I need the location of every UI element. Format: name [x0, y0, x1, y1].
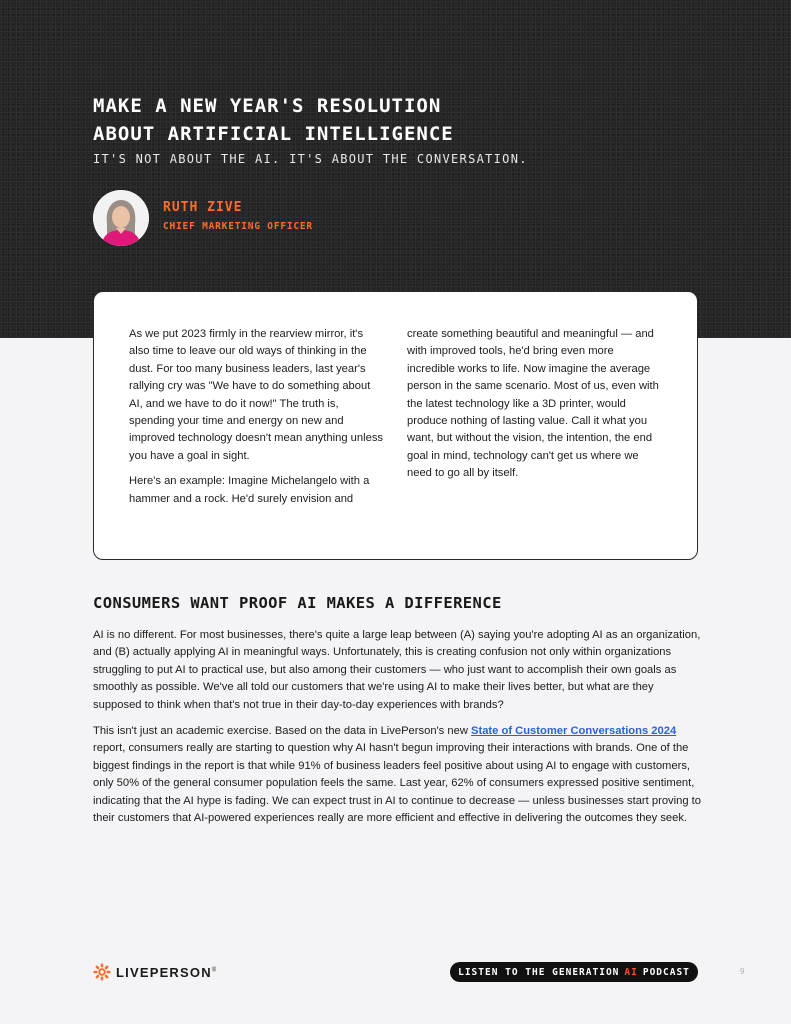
hero-banner — [0, 0, 791, 338]
page-number: 9 — [740, 967, 745, 976]
liveperson-logo[interactable] — [93, 962, 217, 982]
logo-wordmark — [116, 965, 217, 980]
title-line-1: MAKE A NEW YEAR'S RESOLUTION — [93, 95, 442, 117]
podcast-button[interactable] — [450, 962, 698, 982]
logo-registered-mark: ® — [211, 967, 218, 974]
author-avatar — [93, 190, 149, 246]
intro-column-right — [407, 326, 663, 491]
liveperson-mark-icon — [93, 963, 111, 981]
intro-paragraph-3: create something beautiful and meaningful — and with improved tools, he'd bring even more incredible works to life. Now imagine the average person in the same scenario. Most of us, even with the latest technology like a 3D printer, would produce nothing of lasting value. Call it what you want, but without the vision, the intention, the end goal in mind, technology can't get us where we need to go all by itself. — [407, 328, 659, 480]
intro-card — [93, 291, 698, 560]
page-subtitle: IT'S NOT ABOUT THE AI. IT'S ABOUT THE CONVERSATION. — [93, 152, 528, 166]
intro-paragraph-2: Here's an example: Imagine Michelangelo with a hammer and a rock. He'd surely envision and — [129, 475, 370, 505]
page-title — [93, 92, 713, 148]
author-name: RUTH ZIVE — [163, 200, 243, 215]
author-role: CHIEF MARKETING OFFICER — [163, 221, 313, 232]
body-paragraph-1: AI is no different. For most businesses, there's quite a large leap between (A) saying you're adopting AI as an organization, and (B) actually applying AI in meaningful ways. Unfortunately, this is creating confusion not only within organizations struggling to put AI to practical use, but also among their customers — who just want to accomplish their own goals as smoothly as possible. We've all told our customers that we're using AI to make their lives better, but what are they supposed to think when that's not true in their day-to-day experiences with brands? — [93, 629, 701, 711]
podcast-label-ai: AI — [624, 966, 638, 978]
logo-wordmark-text: LIVEPERSON — [116, 964, 212, 980]
intro-paragraph-1: As we put 2023 firmly in the rearview mirror, it's also time to leave our old ways of thinking in the dust. For too many business leaders, last year's rallying cry was "We have to do something about AI, and we have to do it now!" The truth is, spending your time and energy on new and improved technology doesn't mean anything unless you have a goal in sight. — [129, 328, 384, 462]
author-photo-icon — [93, 190, 149, 246]
body-paragraph-2 — [93, 723, 701, 827]
section-heading: CONSUMERS WANT PROOF AI MAKES A DIFFERENCE — [93, 594, 502, 612]
report-link[interactable]: State of Customer Conversations 2024 — [471, 725, 677, 738]
podcast-label-start: LISTEN TO THE GENERATION — [458, 966, 620, 978]
section-body — [93, 627, 701, 836]
intro-column-left — [129, 326, 385, 516]
body-paragraph-2-start: This isn't just an academic exercise. Based on the data in LivePerson's new — [93, 725, 472, 738]
podcast-label-end: PODCAST — [642, 966, 690, 978]
body-paragraph-2-end: report, consumers really are starting to question why AI hasn't begun improving their interactions with brands. One of the biggest findings in the report is that while 91% of business leaders feel positive about using AI to engage with customers, only 50% of the general consumer population feels the same. Last year, 62% of consumers expressed positive sentiment, indicating that the AI hype is fading. We can expect trust in AI to continue to decrease — unless businesses start proving to their customers that AI-powered experiences really are more efficient and effective in delivering the outcomes they seek. — [93, 742, 701, 825]
title-line-2: ABOUT ARTIFICIAL INTELLIGENCE — [93, 123, 454, 145]
